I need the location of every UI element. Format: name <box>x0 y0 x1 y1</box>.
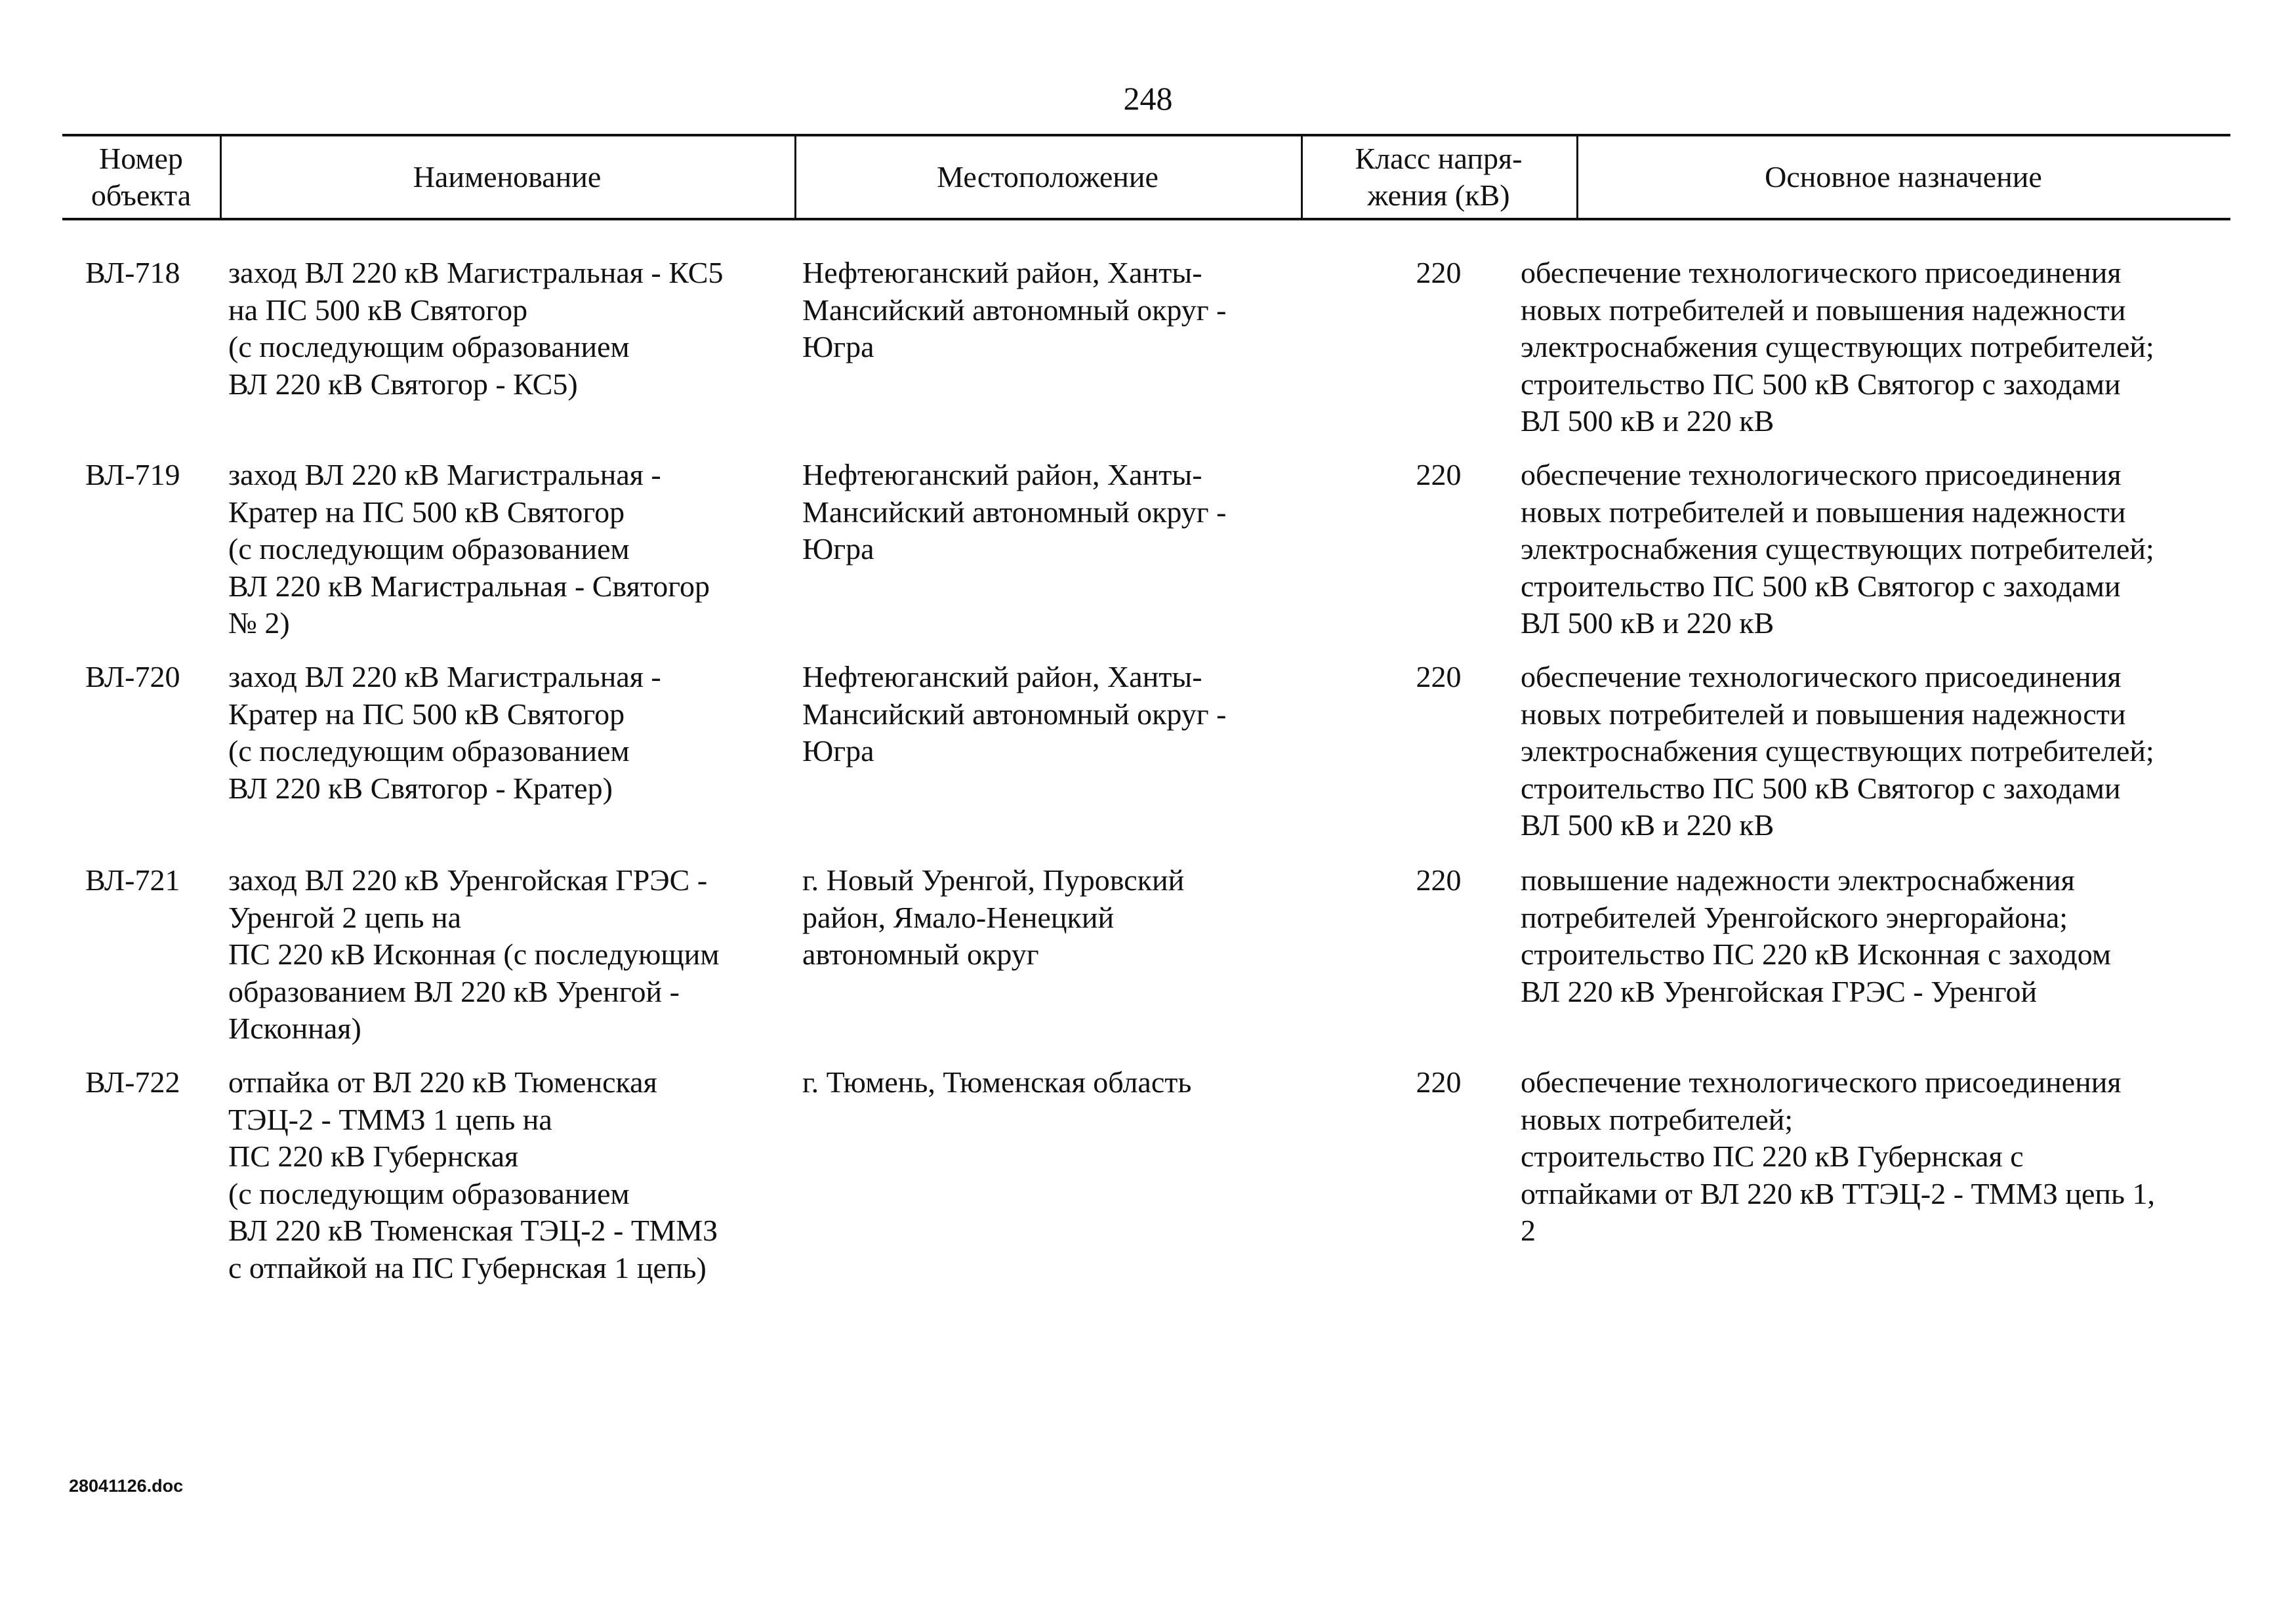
table-header <box>62 134 2230 220</box>
cell-id: ВЛ-721 <box>85 863 180 897</box>
cell-purpose: обеспечение технологического присоединения новых потребителей; строительство ПС 220 кВ Губернская с отпайками от ВЛ 220 кВ ТТЭЦ-2 - ТММЗ цепь 1, 2 <box>1521 1065 2155 1247</box>
cell-purpose: обеспечение технологического присоединения новых потребителей и повышения надежности электроснабжения существующих потребителей; строительство ПС 500 кВ Святогор с заходами ВЛ 500 кВ и 220 кВ <box>1521 660 2154 842</box>
cell-name: заход ВЛ 220 кВ Магистральная - Кратер на ПС 500 кВ Святогор (с последующим образованием ВЛ 220 кВ Магистральная - Святогор № 2) <box>228 458 710 640</box>
table-row <box>62 659 2230 862</box>
table-row <box>62 457 2230 659</box>
cell-voltage: 220 <box>1416 458 1462 491</box>
cell-purpose: обеспечение технологического присоединения новых потребителей и повышения надежности электроснабжения существующих потребителей; строительство ПС 500 кВ Святогор с заходами ВЛ 500 кВ и 220 кВ <box>1521 458 2154 640</box>
header-location: Местоположение <box>937 160 1158 194</box>
header-purpose: Основное назначение <box>1765 160 2042 194</box>
cell-id: ВЛ-722 <box>85 1065 180 1099</box>
header-name: Наименование <box>413 160 602 194</box>
cell-location: Нефтеюганский район, Ханты- Мансийский автономный округ - Югра <box>802 660 1227 768</box>
table-body <box>62 255 2230 1300</box>
cell-name: заход ВЛ 220 кВ Уренгойская ГРЭС - Уренгой 2 цепь на ПС 220 кВ Исконная (с последующим образованием ВЛ 220 кВ Уренгой - Исконная) <box>228 863 720 1045</box>
cell-voltage: 220 <box>1416 1065 1462 1099</box>
table-row <box>62 862 2230 1064</box>
cell-name: заход ВЛ 220 кВ Магистральная - Кратер на ПС 500 кВ Святогор (с последующим образованием ВЛ 220 кВ Святогор - Кратер) <box>228 660 661 805</box>
cell-name: заход ВЛ 220 кВ Магистральная - КС5 на ПС 500 кВ Святогор (с последующим образованием ВЛ 220 кВ Святогор - КС5) <box>228 256 724 401</box>
cell-location: г. Новый Уренгой, Пуровский район, Ямало-Ненецкий автономный округ <box>802 863 1185 971</box>
cell-voltage: 220 <box>1416 256 1462 289</box>
objects-table <box>62 134 2230 1300</box>
cell-id: ВЛ-719 <box>85 458 180 491</box>
cell-purpose: повышение надежности электроснабжения потребителей Уренгойского энергорайона; строительство ПС 220 кВ Исконная с заходом ВЛ 220 кВ Уренгойская ГРЭС - Уренгой <box>1521 863 2112 1008</box>
cell-location: Нефтеюганский район, Ханты- Мансийский автономный округ - Югра <box>802 256 1227 363</box>
page-number: 248 <box>1123 80 1173 117</box>
document-filename: 28041126.doc <box>69 1476 184 1496</box>
cell-id: ВЛ-720 <box>85 660 180 693</box>
cell-location: г. Тюмень, Тюменская область <box>802 1065 1192 1099</box>
cell-voltage: 220 <box>1416 863 1462 897</box>
cell-purpose: обеспечение технологического присоединения новых потребителей и повышения надежности электроснабжения существующих потребителей; строительство ПС 500 кВ Святогор с заходами ВЛ 500 кВ и 220 кВ <box>1521 256 2154 438</box>
header-number: Номер объекта <box>91 142 192 212</box>
table-row <box>62 255 2230 457</box>
cell-voltage: 220 <box>1416 660 1462 693</box>
cell-location: Нефтеюганский район, Ханты- Мансийский автономный округ - Югра <box>802 458 1227 565</box>
cell-name: отпайка от ВЛ 220 кВ Тюменская ТЭЦ-2 - ТММЗ 1 цепь на ПС 220 кВ Губернская (с последующим образованием ВЛ 220 кВ Тюменская ТЭЦ-2 - ТММЗ с отпайкой на ПС Губернская 1 цепь) <box>228 1065 718 1284</box>
table-row <box>62 1064 2230 1300</box>
header-voltage: Класс напря- жения (кВ) <box>1355 142 1523 212</box>
cell-id: ВЛ-718 <box>85 256 180 289</box>
